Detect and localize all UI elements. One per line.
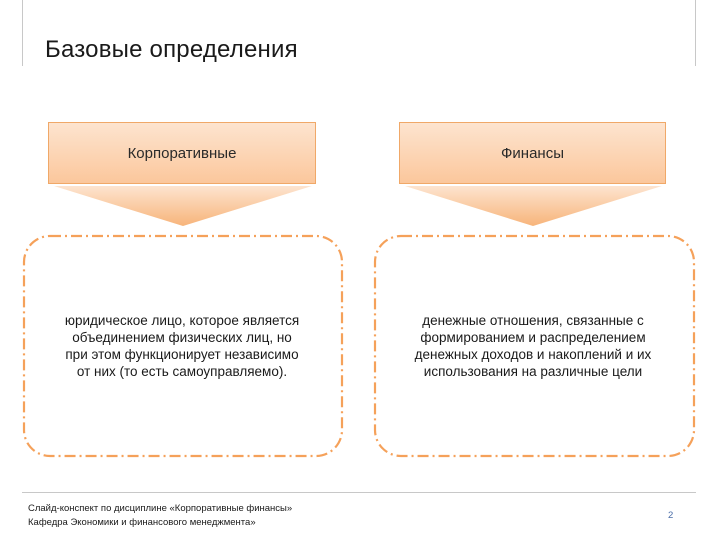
definition-text-finance bbox=[384, 312, 682, 380]
slide-title: Базовые определения bbox=[45, 36, 298, 63]
definition-line: от них (то есть самоуправляемо). bbox=[76, 364, 288, 379]
definition-line: денежные отношения, связанные с bbox=[422, 313, 644, 328]
footer-divider bbox=[22, 492, 696, 493]
down-arrow-left bbox=[54, 186, 312, 228]
header-box-finance bbox=[399, 122, 666, 184]
header-box-corporate bbox=[48, 122, 316, 184]
definition-line: формированием и распределением bbox=[420, 330, 646, 345]
footer-line-1: Слайд-конспект по дисциплине «Корпоративные финансы» bbox=[28, 503, 293, 514]
footer-caption bbox=[28, 502, 292, 530]
definition-line: юридическое лицо, которое является bbox=[64, 313, 300, 328]
right-margin-line bbox=[695, 0, 696, 66]
definition-line: денежных доходов и накоплений и их bbox=[414, 347, 652, 362]
page-number: 2 bbox=[668, 510, 674, 521]
header-label-finance: Финансы bbox=[501, 144, 564, 162]
header-label-corporate: Корпоративные bbox=[127, 144, 237, 162]
definition-line: при этом функционирует независимо bbox=[65, 347, 299, 362]
footer-line-2: Кафедра Экономики и финансового менеджмента» bbox=[28, 517, 256, 528]
definition-line: использования на различные цели bbox=[423, 364, 643, 379]
left-margin-line bbox=[22, 0, 23, 66]
definition-text-corporate bbox=[34, 312, 330, 380]
down-arrow-right bbox=[405, 186, 662, 228]
definition-line: объединением физических лиц, но bbox=[72, 330, 292, 345]
